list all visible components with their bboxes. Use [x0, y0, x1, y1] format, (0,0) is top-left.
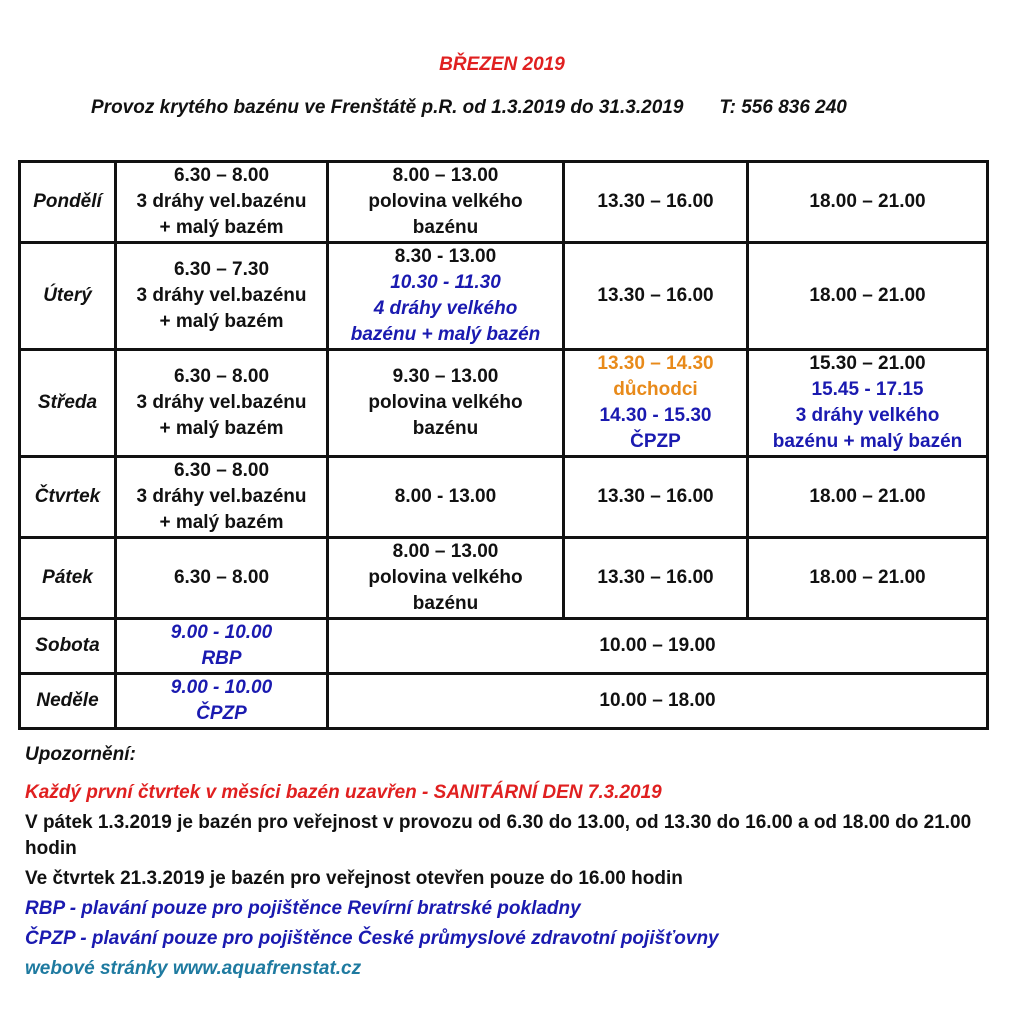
- slot-line: 6.30 – 7.30: [173, 259, 270, 280]
- note-friday: V pátek 1.3.2019 je bazén pro veřejnost v provozu od 6.30 do 13.00, od 13.30 do 16.00 a od 18.00 do 21.00 hodin: [25, 812, 972, 859]
- day-label: Středa: [20, 350, 116, 457]
- slot-line: 6.30 – 8.00: [173, 460, 270, 481]
- slot-cell: [116, 243, 328, 350]
- slot-line: 9.30 – 13.00: [392, 366, 499, 387]
- slot-cell: [116, 674, 328, 729]
- notes-heading: Upozornění:: [25, 744, 136, 765]
- slot-cell: 13.30 – 16.00: [564, 162, 748, 243]
- slot-line: 10.30 - 11.30: [390, 272, 501, 293]
- slot-cell: 18.00 – 21.00: [748, 243, 988, 350]
- slot-line: + malý bazém: [159, 217, 284, 238]
- slot-cell: 18.00 – 21.00: [748, 457, 988, 538]
- slot-line: 8.00 – 13.00: [392, 541, 499, 562]
- slot-cell: [116, 457, 328, 538]
- slot-line: bazénu: [412, 217, 479, 238]
- slot-line: 4 dráhy velkého: [373, 298, 518, 319]
- schedule-table: [18, 160, 989, 730]
- notes-section: [25, 742, 995, 986]
- slot-line: ČPZP: [196, 703, 247, 724]
- slot-cell: [116, 162, 328, 243]
- row-monday: [20, 162, 988, 243]
- slot-cell-span: 10.00 – 19.00: [328, 619, 988, 674]
- slot-cell: [748, 350, 988, 457]
- slot-cell: 18.00 – 21.00: [748, 538, 988, 619]
- slot-line: 15.30 – 21.00: [809, 353, 926, 374]
- slot-cell: [328, 350, 564, 457]
- slot-cell: 13.30 – 16.00: [564, 457, 748, 538]
- row-wednesday: [20, 350, 988, 457]
- day-label: Pátek: [20, 538, 116, 619]
- phone-number: T: 556 836 240: [719, 97, 847, 118]
- day-label: Pondělí: [20, 162, 116, 243]
- note-sanitary-day: Každý první čtvrtek v měsíci bazén uzavřen - SANITÁRNÍ DEN 7.3.2019: [25, 782, 662, 803]
- slot-cell: [116, 350, 328, 457]
- slot-cell: 8.00 - 13.00: [328, 457, 564, 538]
- slot-line: + malý bazém: [159, 418, 284, 439]
- note-rbp: RBP - plavání pouze pro pojištěnce Revírní bratrské pokladny: [25, 898, 581, 919]
- slot-line: + malý bazém: [159, 512, 284, 533]
- page-subtitle: [91, 97, 847, 119]
- subtitle-text: Provoz krytého bazénu ve Frenštátě p.R. od 1.3.2019 do 31.3.2019: [91, 97, 684, 118]
- slot-line: polovina velkého: [368, 191, 523, 212]
- note-thursday: Ve čtvrtek 21.3.2019 je bazén pro veřejnost otevřen pouze do 16.00 hodin: [25, 868, 683, 889]
- row-sunday: [20, 674, 988, 729]
- day-label: Neděle: [20, 674, 116, 729]
- slot-line: 3 dráhy vel.bazénu: [136, 392, 307, 413]
- slot-line: bazénu + malý bazén: [772, 431, 963, 452]
- row-tuesday: [20, 243, 988, 350]
- slot-line: bazénu: [412, 593, 479, 614]
- slot-line: RBP: [201, 648, 242, 669]
- slot-line: 14.30 - 15.30: [599, 405, 712, 426]
- slot-line: 8.30 - 13.00: [394, 246, 497, 267]
- slot-cell-span: 10.00 – 18.00: [328, 674, 988, 729]
- note-cpzp: ČPZP - plavání pouze pro pojištěnce České průmyslové zdravotní pojišťovny: [25, 928, 719, 949]
- slot-cell: [328, 538, 564, 619]
- page-title: BŘEZEN 2019: [439, 54, 565, 75]
- row-saturday: [20, 619, 988, 674]
- slot-line: 15.45 - 17.15: [811, 379, 924, 400]
- slot-cell: [328, 243, 564, 350]
- day-label: Sobota: [20, 619, 116, 674]
- slot-line: polovina velkého: [368, 392, 523, 413]
- slot-cell: 13.30 – 16.00: [564, 538, 748, 619]
- slot-line: 3 dráhy vel.bazénu: [136, 191, 307, 212]
- slot-line: + malý bazém: [159, 311, 284, 332]
- slot-line: 6.30 – 8.00: [173, 366, 270, 387]
- day-label: Čtvrtek: [20, 457, 116, 538]
- slot-line: 3 dráhy vel.bazénu: [136, 285, 307, 306]
- slot-cell: [564, 350, 748, 457]
- slot-line: 9.00 - 10.00: [170, 677, 273, 698]
- slot-cell: [328, 162, 564, 243]
- slot-cell: [116, 619, 328, 674]
- slot-cell: 18.00 – 21.00: [748, 162, 988, 243]
- slot-cell: 6.30 – 8.00: [116, 538, 328, 619]
- slot-line: důchodci: [613, 379, 698, 400]
- slot-line: bazénu + malý bazén: [350, 324, 541, 345]
- day-label: Úterý: [20, 243, 116, 350]
- slot-line: 6.30 – 8.00: [173, 165, 270, 186]
- slot-line: 8.00 – 13.00: [392, 165, 499, 186]
- row-thursday: [20, 457, 988, 538]
- slot-line: 13.30 – 14.30: [597, 353, 714, 374]
- slot-line: 9.00 - 10.00: [170, 622, 273, 643]
- slot-cell: 13.30 – 16.00: [564, 243, 748, 350]
- note-website: webové stránky www.aquafrenstat.cz: [25, 958, 362, 979]
- row-friday: [20, 538, 988, 619]
- slot-line: 3 dráhy vel.bazénu: [136, 486, 307, 507]
- slot-line: 3 dráhy velkého: [795, 405, 940, 426]
- slot-line: ČPZP: [630, 431, 681, 452]
- slot-line: bazénu: [412, 418, 479, 439]
- slot-line: polovina velkého: [368, 567, 523, 588]
